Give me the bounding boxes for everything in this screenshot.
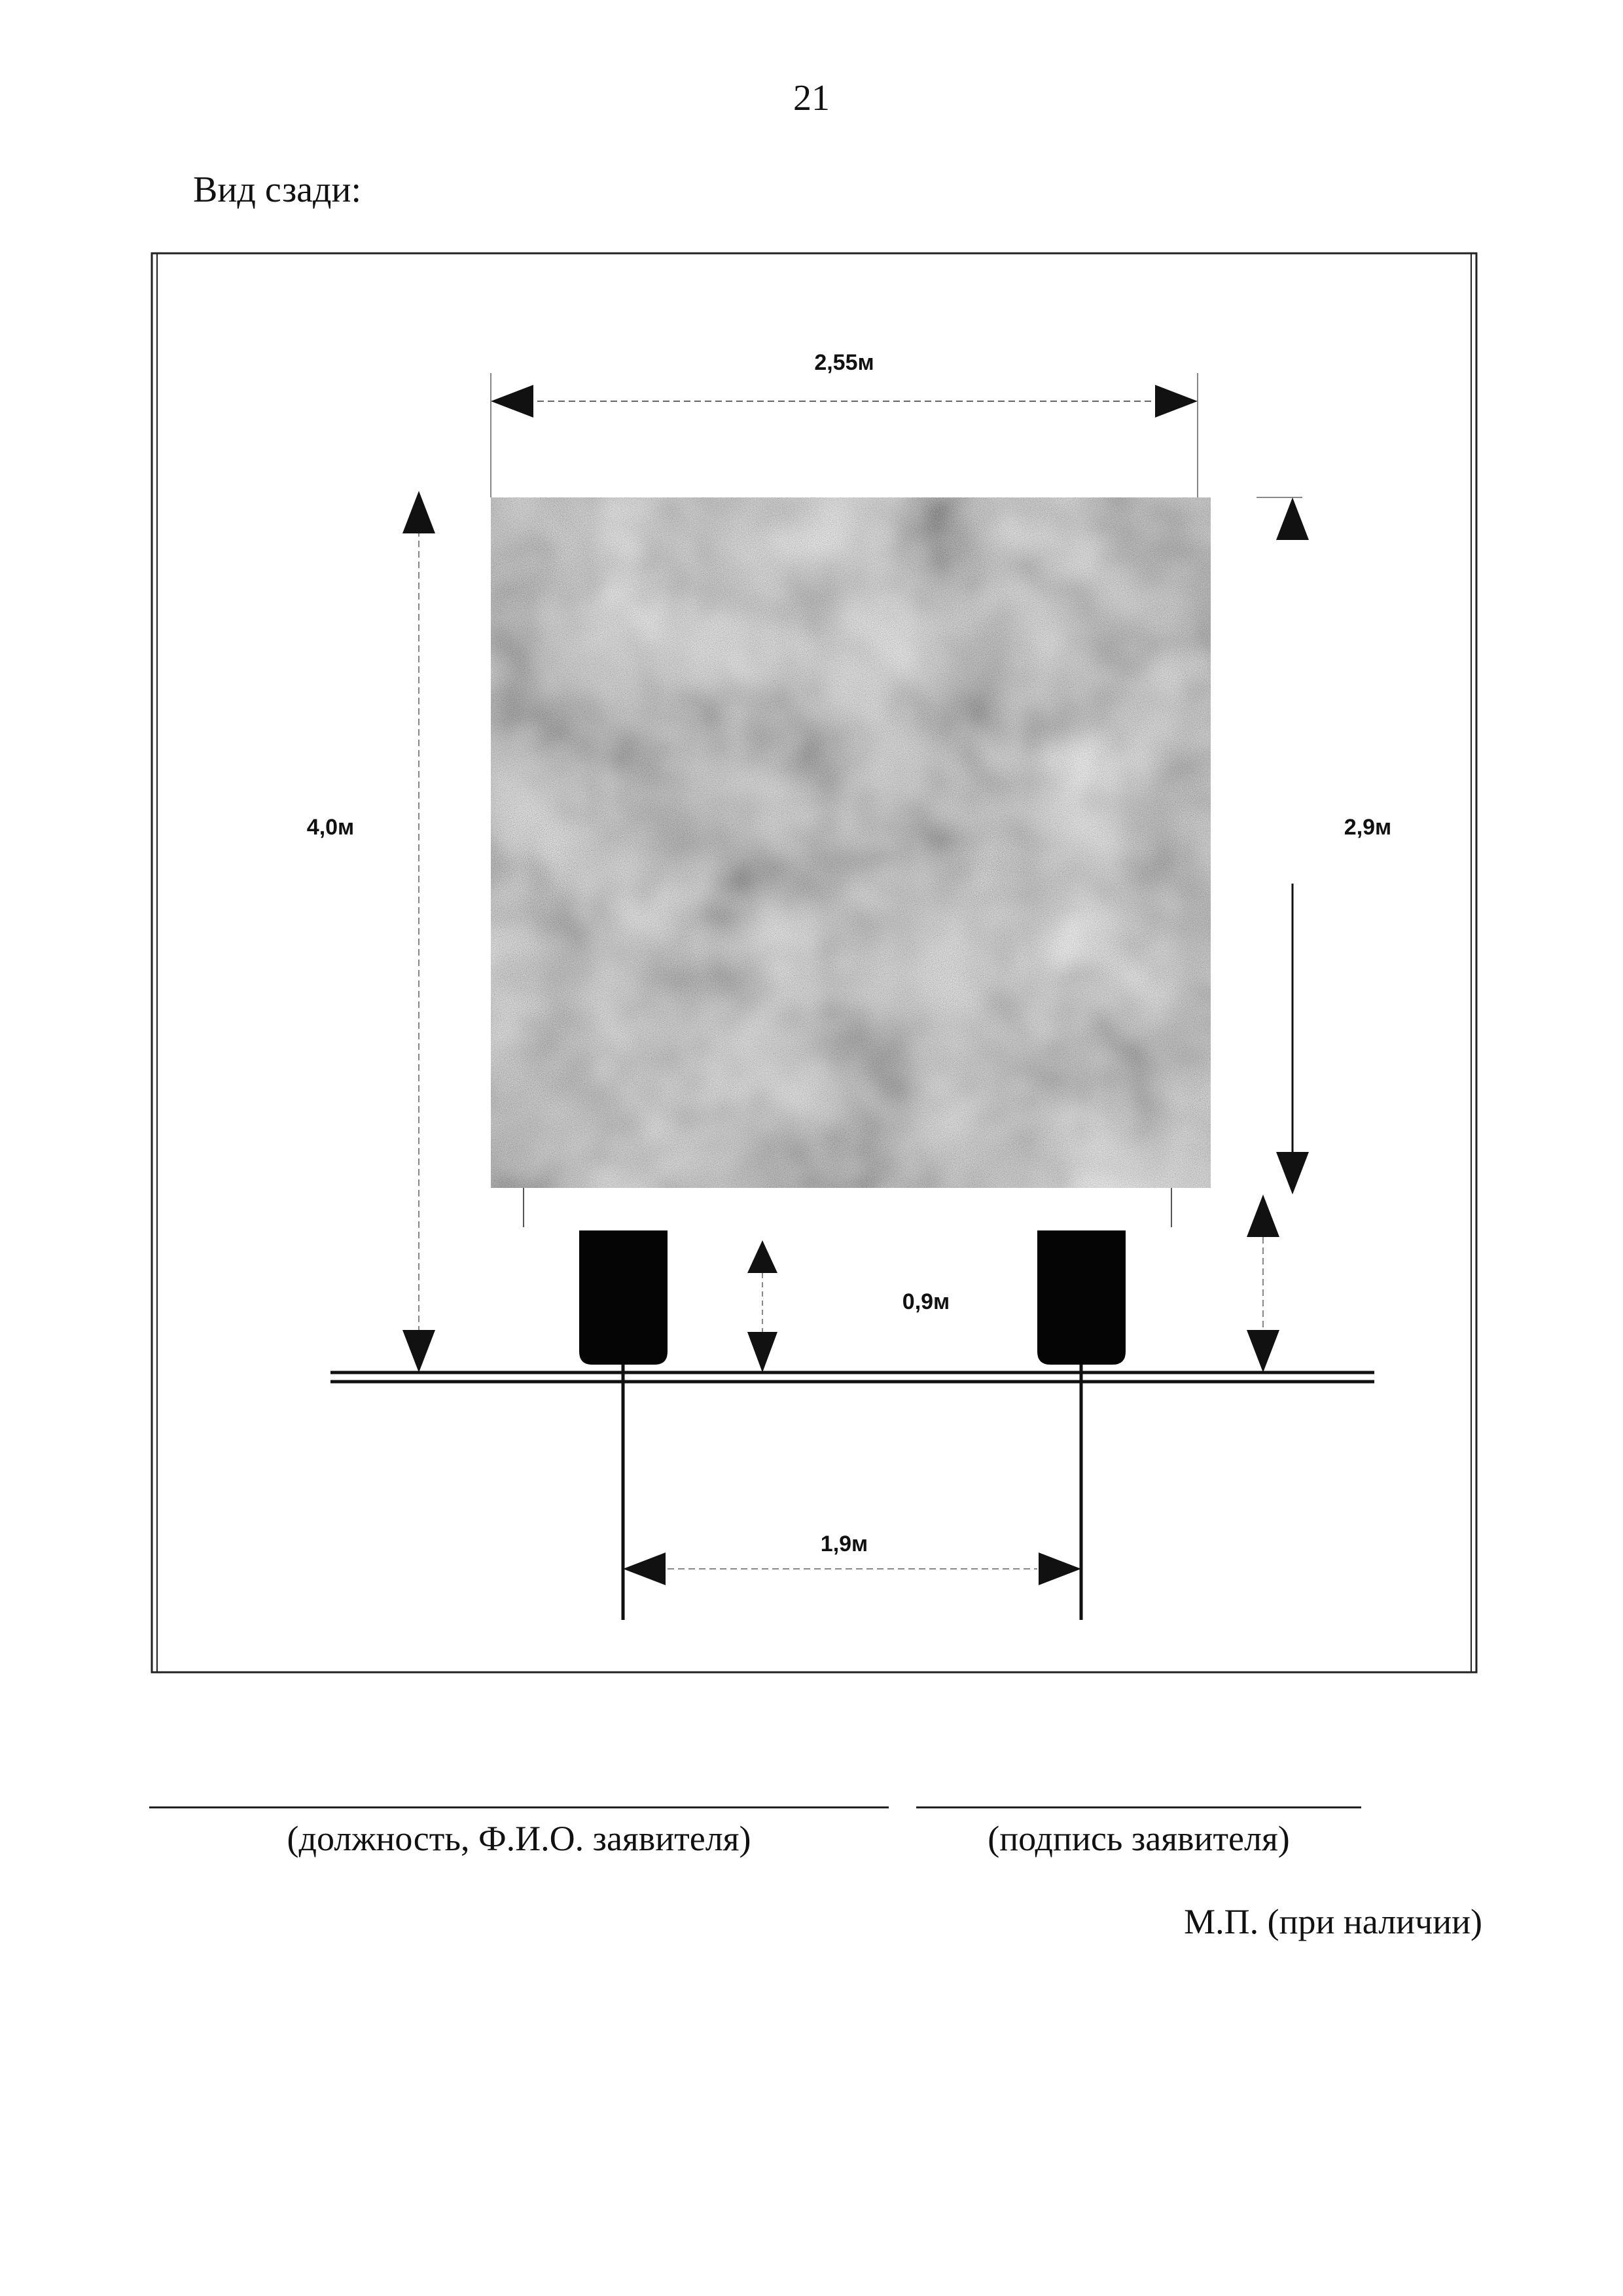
width-arrow-right: [1155, 385, 1198, 418]
body-height-arrow-bottom: [1276, 1152, 1309, 1194]
width-label: 2,55м: [814, 350, 874, 375]
wheel-right: [1037, 1230, 1126, 1365]
height-arrow-bottom: [402, 1330, 435, 1372]
height-arrow-top: [402, 491, 435, 533]
clearance-arrow-top-right: [1247, 1194, 1279, 1237]
clearance-arrow-bottom-right: [1247, 1330, 1279, 1372]
track-arrow-left: [623, 1552, 666, 1585]
clearance-label: 0,9м: [902, 1289, 950, 1314]
stamp-note: М.П. (при наличии): [1184, 1902, 1482, 1941]
clearance-arrow-bottom: [747, 1332, 777, 1372]
width-arrow-left: [491, 385, 533, 418]
rear-view-drawing: [151, 252, 1479, 1676]
page-number: 21: [793, 78, 830, 118]
body-height-arrow-top: [1276, 497, 1309, 540]
cargo-body-texture: [491, 497, 1211, 1188]
body-height-label: 2,9м: [1344, 815, 1392, 840]
signature-line: [916, 1806, 1361, 1808]
position-signature-line: [149, 1806, 889, 1808]
height-label: 4,0м: [306, 815, 355, 840]
track-arrow-right: [1039, 1552, 1081, 1585]
wheel-left: [579, 1230, 668, 1365]
position-caption: (должность, Ф.И.О. заявителя): [287, 1819, 751, 1858]
section-heading: Вид сзади:: [193, 170, 362, 210]
rear-view-svg: [151, 252, 1479, 1676]
clearance-arrow-top: [747, 1240, 777, 1273]
track-label: 1,9м: [820, 1532, 868, 1556]
signature-caption: (подпись заявителя): [988, 1819, 1290, 1858]
